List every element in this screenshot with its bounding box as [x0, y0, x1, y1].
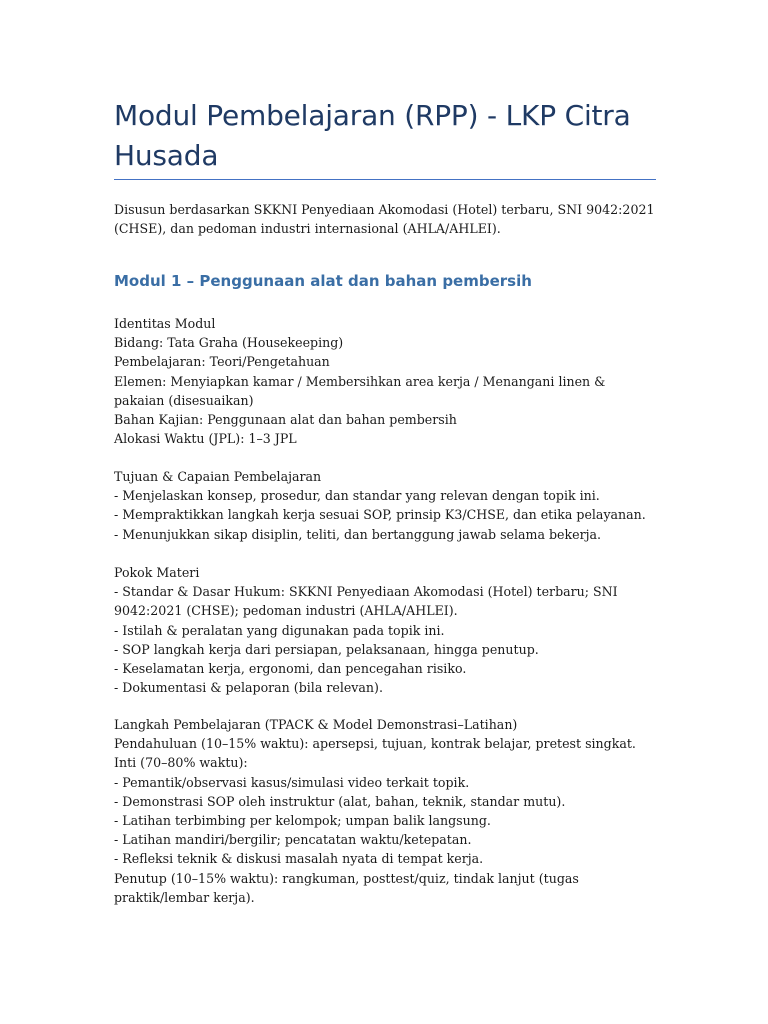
module-heading: Modul 1 – Penggunaan alat dan bahan pembersih [114, 272, 532, 290]
tujuan-line: - Mempraktikkan langkah kerja sesuai SOP, prinsip K3/CHSE, dan etika pelayanan. [114, 507, 646, 523]
tujuan-heading: Tujuan & Capaian Pembelajaran [114, 469, 322, 484]
pokok-materi-line: - Standar & Dasar Hukum: SKKNI Penyediaan Akomodasi (Hotel) terbaru; SNI 9042:2021 (CHSE); pedoman industri (AHLA/AHLEI). [114, 584, 618, 619]
tujuan-section [114, 467, 656, 544]
pokok-materi-line: - Keselamatan kerja, ergonomi, dan pencegahan risiko. [114, 661, 467, 677]
pokok-materi-heading: Pokok Materi [114, 565, 200, 580]
langkah-line: - Demonstrasi SOP oleh instruktur (alat, bahan, teknik, standar mutu). [114, 793, 566, 809]
identitas-section [114, 314, 656, 448]
title-divider [114, 179, 656, 180]
pokok-materi-section [114, 563, 656, 697]
pokok-materi-line: - Dokumentasi & pelaporan (bila relevan). [114, 680, 383, 696]
langkah-line: - Refleksi teknik & diskusi masalah nyata di tempat kerja. [114, 851, 484, 867]
langkah-line: Penutup (10–15% waktu): rangkuman, posttest/quiz, tindak lanjut (tugas praktik/lembar kerja). [114, 870, 579, 905]
intro-paragraph: Disusun berdasarkan SKKNI Penyediaan Akomodasi (Hotel) terbaru, SNI 9042:2021 (CHSE), dan pedoman industri internasional (AHLA/AHLEI). [114, 202, 655, 236]
identitas-line: Pembelajaran: Teori/Pengetahuan [114, 354, 330, 370]
identitas-line: Alokasi Waktu (JPL): 1–3 JPL [114, 431, 297, 447]
identitas-heading: Identitas Modul [114, 316, 216, 331]
identitas-line: Bidang: Tata Graha (Housekeeping) [114, 335, 344, 351]
identitas-line: Bahan Kajian: Penggunaan alat dan bahan pembersih [114, 412, 457, 428]
langkah-line: Pendahuluan (10–15% waktu): apersepsi, tujuan, kontrak belajar, pretest singkat. [114, 736, 636, 752]
langkah-heading: Langkah Pembelajaran (TPACK & Model Demonstrasi–Latihan) [114, 717, 518, 732]
tujuan-line: - Menunjukkan sikap disiplin, teliti, dan bertanggung jawab selama bekerja. [114, 526, 602, 542]
tujuan-line: - Menjelaskan konsep, prosedur, dan standar yang relevan dengan topik ini. [114, 488, 600, 504]
document-title: Modul Pembelajaran (RPP) - LKP Citra Husada [114, 99, 631, 172]
langkah-line: Inti (70–80% waktu): [114, 755, 248, 771]
langkah-section [114, 715, 656, 907]
pokok-materi-line: - SOP langkah kerja dari persiapan, pelaksanaan, hingga penutup. [114, 641, 539, 657]
langkah-line: - Pemantik/observasi kasus/simulasi video terkait topik. [114, 774, 470, 790]
langkah-line: - Latihan terbimbing per kelompok; umpan balik langsung. [114, 813, 491, 829]
pokok-materi-line: - Istilah & peralatan yang digunakan pada topik ini. [114, 622, 445, 638]
langkah-line: - Latihan mandiri/bergilir; pencatatan waktu/ketepatan. [114, 832, 472, 848]
identitas-line: Elemen: Menyiapkan kamar / Membersihkan area kerja / Menangani linen & pakaian (disesuaikan) [114, 373, 606, 408]
